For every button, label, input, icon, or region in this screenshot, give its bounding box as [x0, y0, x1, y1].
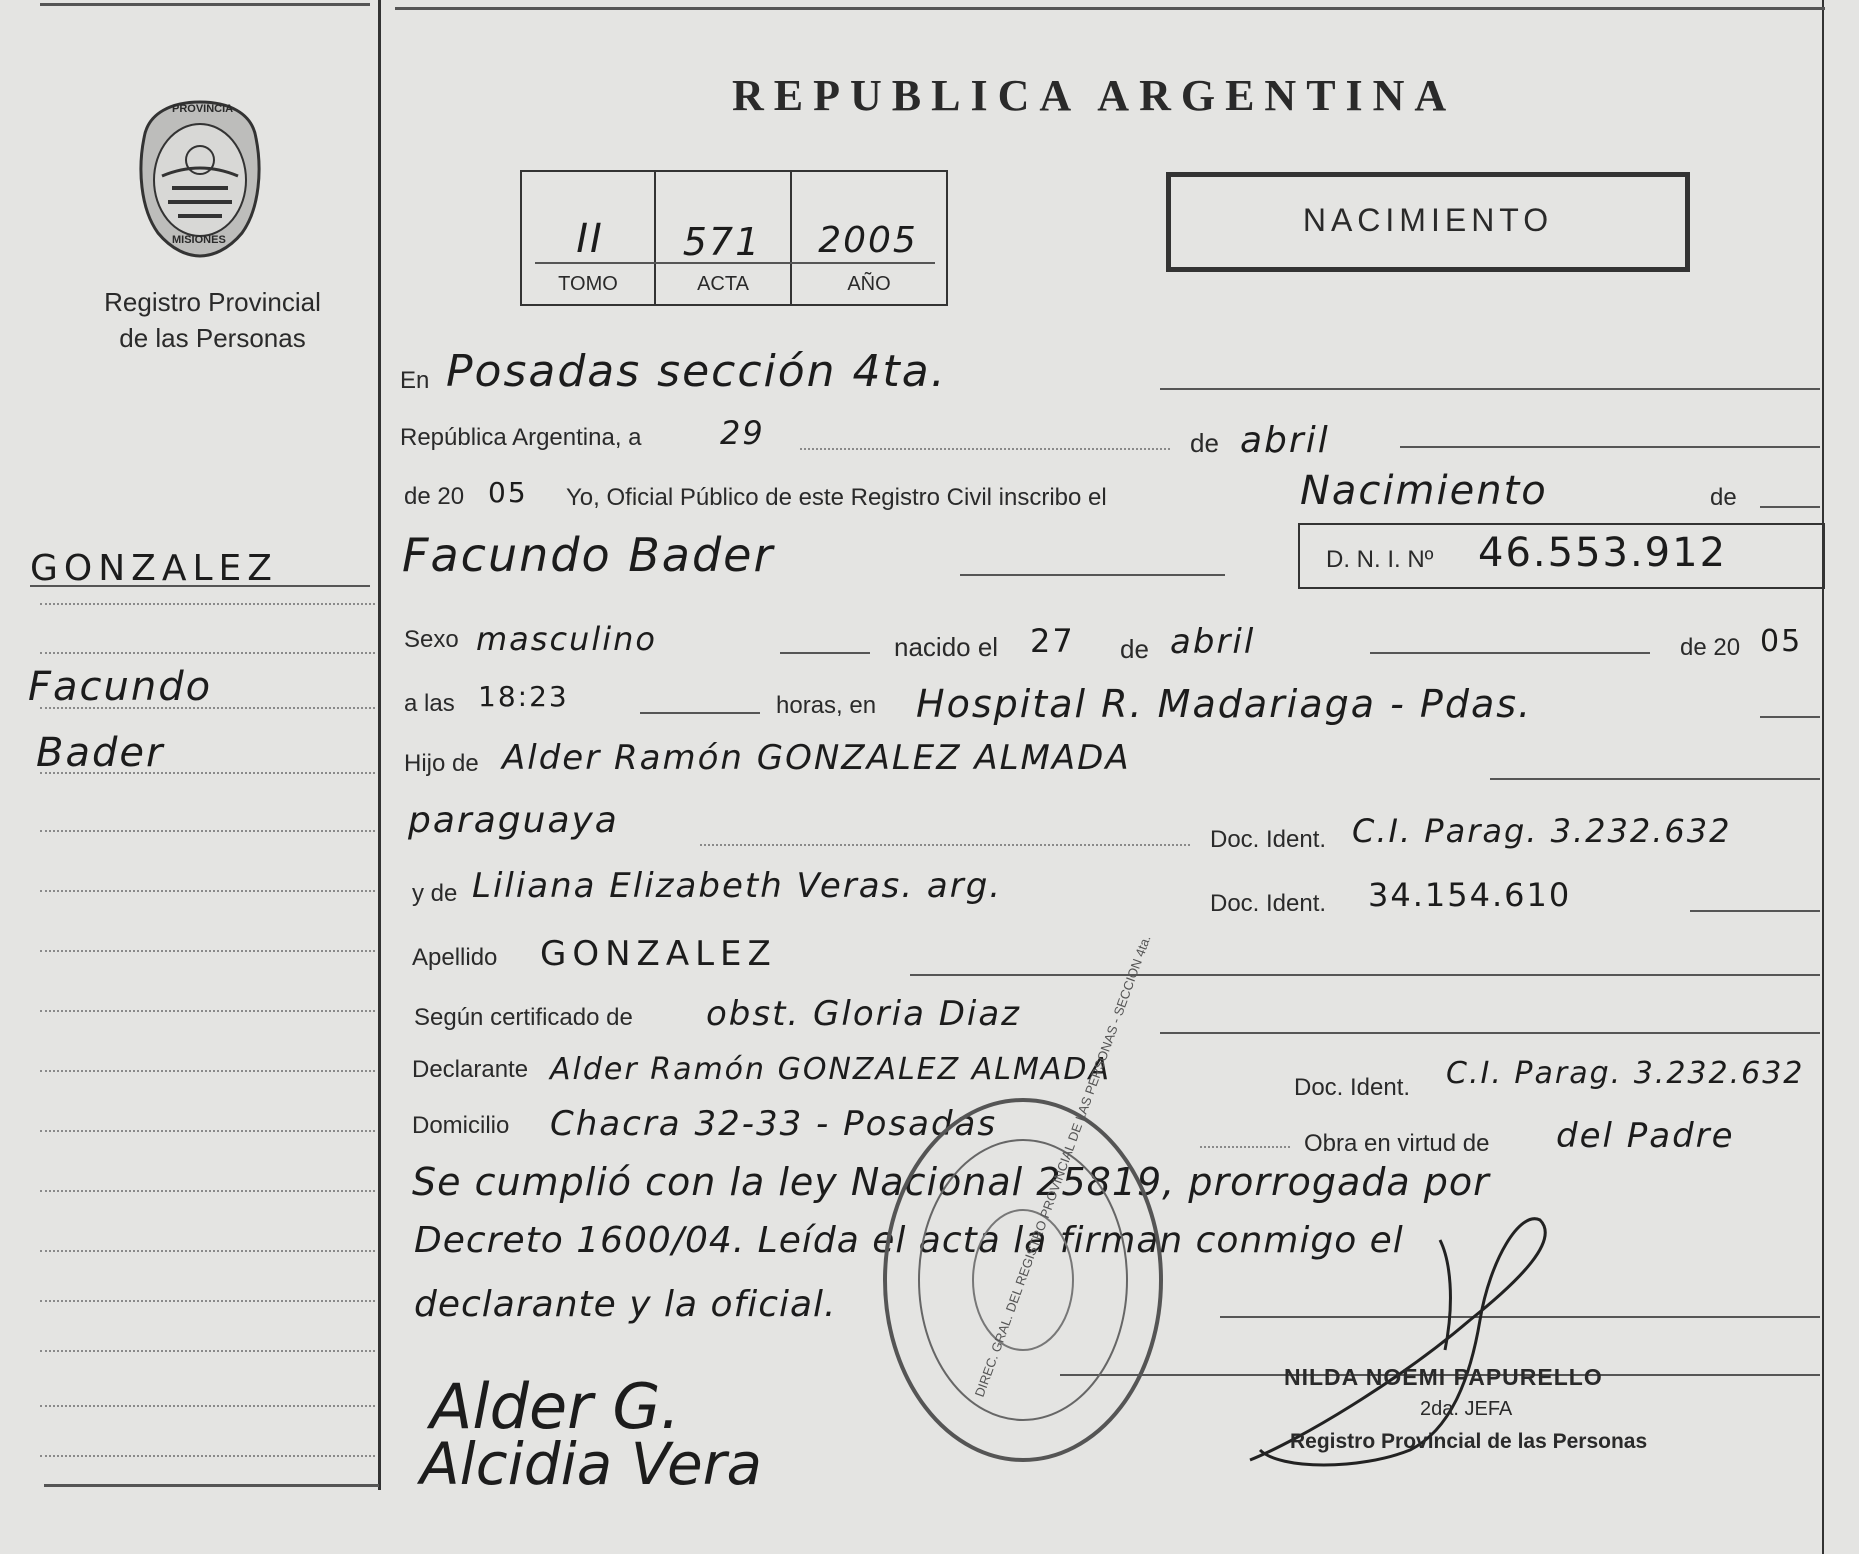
top-rule-left: [40, 3, 370, 6]
seal-top-text: PROVINCIA: [172, 103, 234, 115]
acta-label: ACTA: [697, 273, 749, 295]
rule-sexo: [780, 652, 870, 654]
margin-dotline: [40, 1070, 375, 1072]
right-border: [1822, 0, 1824, 1554]
value-declarante-doc: C.I. Parag. 3.232.632: [1446, 1056, 1805, 1091]
margin-dotline: [40, 1350, 375, 1352]
value-sexo: masculino: [476, 620, 657, 658]
rule-mes: [1400, 446, 1820, 448]
margin-given-1: Facundo: [28, 664, 213, 710]
margin-dotline: [40, 950, 375, 952]
value-padre: Alder Ramón GONZALEZ ALMADA: [502, 738, 1131, 778]
rule-acto-end: [1760, 506, 1820, 508]
label-de-2005: de 20: [404, 483, 465, 510]
acta-value: 571: [682, 220, 762, 264]
rule-dia: [800, 448, 1170, 450]
margin-surname: GONZALEZ: [30, 548, 278, 589]
label-de-mes: de: [1190, 428, 1219, 458]
margin-dotline: [40, 890, 375, 892]
value-nombre: Facundo Bader: [402, 528, 775, 582]
value-ano-suffix: 05: [488, 476, 528, 509]
label-en: En: [400, 367, 430, 394]
round-seal-text: DIREC. GRAL. DEL REGISTRO PROVINCIAL DE LAS PERSONAS - SECCION 4ta.: [971, 933, 1154, 1399]
value-mes: abril: [1240, 420, 1330, 461]
stamp-org: Registro Provincial de las Personas: [1290, 1430, 1648, 1453]
top-rule-right: [395, 7, 1825, 10]
label-yo: Yo, Oficial Público de este Registro Civil inscribo el: [566, 484, 1107, 511]
stamp-name: NILDA NOEMI PAPURELLO: [1284, 1364, 1603, 1390]
value-apellido: GONZALEZ: [540, 934, 777, 974]
label-de-end: de: [1710, 484, 1737, 511]
margin-dotline: [40, 1405, 375, 1407]
value-nac-dia: 27: [1030, 622, 1075, 660]
value-lugar-nac: Hospital R. Madariaga - Pdas.: [916, 682, 1533, 726]
label-yde: y de: [412, 880, 458, 907]
label-hijo: Hijo de: [404, 750, 479, 777]
rule-nac-mes: [1370, 652, 1650, 654]
label-apellido: Apellido: [412, 944, 498, 971]
value-nac-mes: abril: [1170, 622, 1256, 662]
signature-official: Alcidia Vera: [420, 1430, 763, 1498]
label-de-20: de 20: [1680, 634, 1741, 661]
registry-name-line1: Registro Provincial: [104, 287, 321, 317]
value-acto: Nacimiento: [1300, 468, 1548, 514]
value-madre-doc: 34.154.610: [1368, 876, 1572, 914]
label-de-nac: de: [1120, 634, 1149, 664]
margin-underline-1: [30, 585, 370, 587]
note-line-3: declarante y la oficial.: [414, 1284, 837, 1325]
rule-apellido: [910, 974, 1820, 976]
margin-dotline: [40, 1455, 375, 1457]
label-doc3: Doc. Ident.: [1294, 1074, 1411, 1101]
margin-dotline: [40, 1300, 375, 1302]
tomo-value: II: [576, 216, 604, 262]
margin-dotline: [40, 1250, 375, 1252]
margin-dotline: [40, 603, 375, 605]
label-obra: Obra en virtud de: [1304, 1130, 1490, 1157]
margin-given-2: Bader: [36, 730, 165, 776]
value-domicilio: Chacra 32-33 - Posadas: [550, 1104, 998, 1144]
margin-dotline: [40, 1190, 375, 1192]
rule-nombre: [960, 574, 1225, 576]
note-line-2: Decreto 1600/04. Leída el acta la firman conmigo el: [414, 1220, 1404, 1261]
rule-lugar: [1160, 388, 1820, 390]
rule-padre: [1490, 778, 1820, 780]
label-alas: a las: [404, 690, 455, 717]
label-domicilio: Domicilio: [412, 1112, 510, 1139]
label-declarante: Declarante: [412, 1056, 529, 1083]
ano-value: 2005: [818, 220, 918, 261]
value-declarante: Alder Ramón GONZALEZ ALMADA: [550, 1052, 1111, 1087]
rule-madre-doc: [1690, 910, 1820, 912]
margin-dotline: [40, 1130, 375, 1132]
margin-dotline: [40, 652, 375, 654]
rule-padre-nac: [700, 844, 1190, 846]
value-padre-nac: paraguaya: [408, 800, 619, 841]
value-padre-doc: C.I. Parag. 3.232.632: [1352, 812, 1732, 850]
note-line-1: Se cumplió con la ley Nacional 25819, prorrogada por: [412, 1160, 1490, 1204]
registry-name-line2: de las Personas: [119, 323, 306, 353]
rule-lugar-nac: [1760, 716, 1820, 718]
label-horas: horas, en: [776, 692, 877, 719]
ano-label: AÑO: [847, 273, 891, 295]
margin-dotline: [40, 1010, 375, 1012]
label-segun: Según certificado de: [414, 1004, 633, 1031]
label-doc1: Doc. Ident.: [1210, 826, 1327, 853]
seal-bottom-text: MISIONES: [172, 234, 226, 246]
value-dia: 29: [720, 414, 765, 452]
signature-declarante: Alder G.: [430, 1370, 681, 1443]
document-title: REPUBLICA ARGENTINA: [732, 71, 1457, 120]
margin-divider: [378, 0, 381, 1490]
label-sexo: Sexo: [404, 626, 459, 653]
value-madre: Liliana Elizabeth Veras. arg.: [472, 866, 1003, 906]
record-type: NACIMIENTO: [1302, 202, 1554, 238]
value-certificado: obst. Gloria Diaz: [706, 994, 1022, 1034]
margin-dotline: [40, 707, 375, 709]
bottom-rule-left: [44, 1484, 379, 1487]
label-republica: República Argentina, a: [400, 424, 642, 451]
tomo-label: TOMO: [558, 273, 618, 295]
value-nac-ano: 05: [1760, 624, 1803, 659]
margin-dotline: [40, 772, 375, 774]
value-hora: 18:23: [478, 680, 569, 713]
rule-domicilio: [1200, 1146, 1290, 1148]
label-nacido: nacido el: [894, 632, 999, 662]
stamp-role: 2da. JEFA: [1420, 1398, 1513, 1420]
margin-dotline: [40, 830, 375, 832]
value-obra: del Padre: [1556, 1116, 1735, 1156]
label-doc2: Doc. Ident.: [1210, 890, 1327, 917]
rule-certificado: [1160, 1032, 1820, 1034]
rule-hora: [640, 712, 760, 714]
label-dni: D. N. I. Nº: [1326, 546, 1434, 573]
value-lugar: Posadas sección 4ta.: [446, 346, 947, 397]
value-dni: 46.553.912: [1478, 530, 1728, 576]
